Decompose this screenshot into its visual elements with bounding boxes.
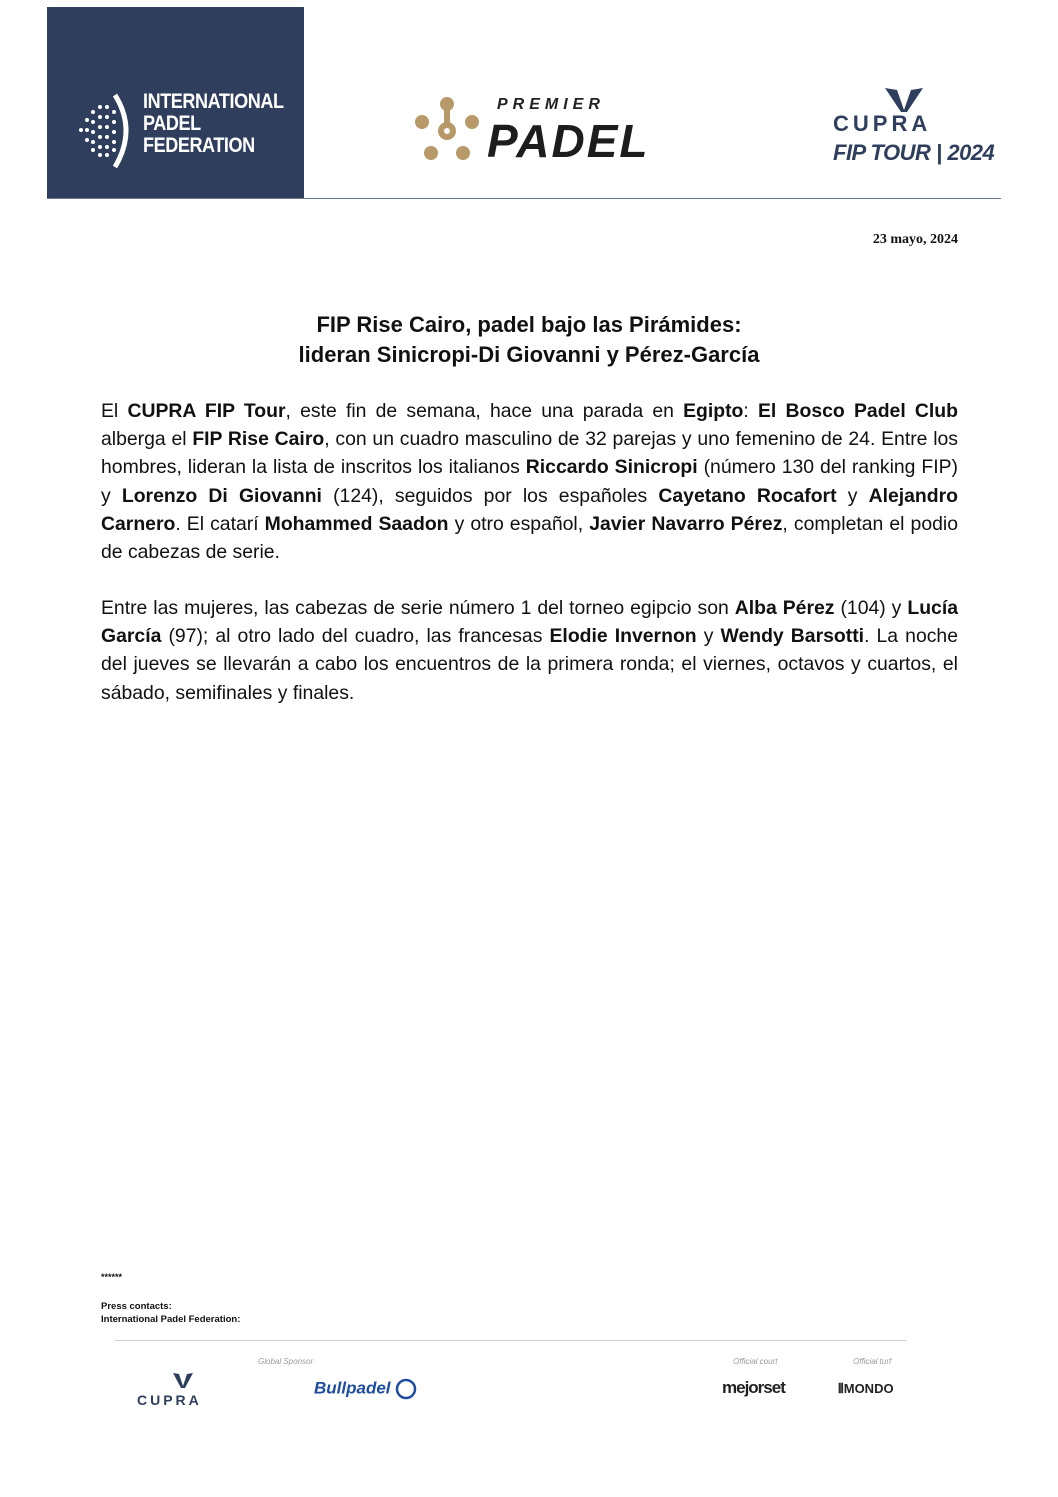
ipf-contact-label: International Padel Federation: [101,1314,241,1325]
bold-run: Egipto [683,400,744,422]
sponsor-mondo: ⦀MONDO [838,1381,894,1396]
text-run: alberga el [101,428,193,451]
bold-run: Alba Pérez [734,597,835,619]
press-release-date: 23 mayo, 2024 [872,232,958,247]
bold-run: Alejandro Carnero [101,484,958,535]
bold-run: Lorenzo Di Giovanni [121,484,322,507]
body-paragraph-2 [101,594,958,707]
premier-padel-star-icon [412,96,482,166]
sponsors-divider [115,1340,906,1341]
text-run: y [696,625,721,648]
text-run: (número 130 del ranking FIP) y [101,456,959,507]
press-release-title [100,310,958,370]
text-run: El [101,400,128,422]
text-run: : [743,400,758,422]
bold-run: Elodie Invernon [549,625,697,648]
text-run: (104) y [834,597,908,619]
bold-run: Mohammed Saadon [264,512,449,535]
bold-run: Wendy Barsotti [720,625,865,648]
text-run: , completan el podio de cabezas de serie. [101,512,958,564]
mondo-stripes-icon: ⦀ [838,1381,844,1396]
cupra-tribal-icon [883,86,925,112]
separator-stars: ****** [101,1272,123,1282]
header-divider [47,198,1001,199]
text-run: (124), seguidos por los españoles [321,484,659,507]
text-run: y [836,484,869,507]
press-contacts [101,1300,240,1326]
bold-run: Riccardo Sinicropi [525,456,698,479]
bold-run: FIP Rise Cairo [192,428,325,451]
sponsor-bullpadel: Bullpadel [314,1378,417,1400]
text-run: , con un cuadro masculino de 32 parejas y uno femenino de 24. Entre los hombres, lideran la lista de inscritos los italianos [101,428,959,479]
text-run: , este fin de semana, hace una parada en [285,400,684,422]
sponsor-cupra-icon [172,1372,194,1388]
bullpadel-badge-icon [395,1378,417,1400]
title-line-1: FIP Rise Cairo, padel bajo las Pirámides: [316,312,742,337]
bold-run: CUPRA FIP Tour [127,400,286,422]
padel-wordmark: PADEL [487,115,650,167]
bold-run: Javier Navarro Pérez [589,512,783,535]
cupra-wordmark: CUPRA [833,111,932,136]
title-line-2: lideran Sinicropi-Di Giovanni y Pérez-García [298,342,760,367]
ipf-name: INTERNATIONAL PADEL FEDERATION [143,90,284,157]
bold-run: Lucía García [101,597,958,648]
global-sponsor-label: Global Sponsor [258,1357,314,1366]
press-contacts-label: Press contacts: [101,1301,172,1312]
official-turf-label: Official turf [853,1357,892,1366]
text-run: y otro español, [448,512,590,535]
text-run: . El catarí [175,512,265,535]
official-court-label: Official court [733,1357,778,1366]
bold-run: Cayetano Rocafort [658,484,837,507]
sponsor-mejorset: mejorset [722,1378,785,1397]
bold-run: El Bosco Padel Club [758,400,958,422]
body-paragraph-1 [101,397,958,566]
sponsor-cupra: CUPRA [137,1392,202,1408]
text-run: (97); al otro lado del cuadro, las francesas [161,625,550,648]
text-run: . La noche del jueves se llevarán a cabo los encuentros de la primera ronda; el viernes, octavos y cuartos, el sábado, semifinales y finales. [101,625,958,704]
premier-text: PREMIER [497,96,605,113]
ipf-ball-logo-icon [75,85,135,175]
text-run: Entre las mujeres, las cabezas de serie número 1 del torneo egipcio son [101,597,735,619]
ipf-header-block [47,7,304,199]
fip-tour-2024: FIP TOUR | 2024 [833,140,995,165]
